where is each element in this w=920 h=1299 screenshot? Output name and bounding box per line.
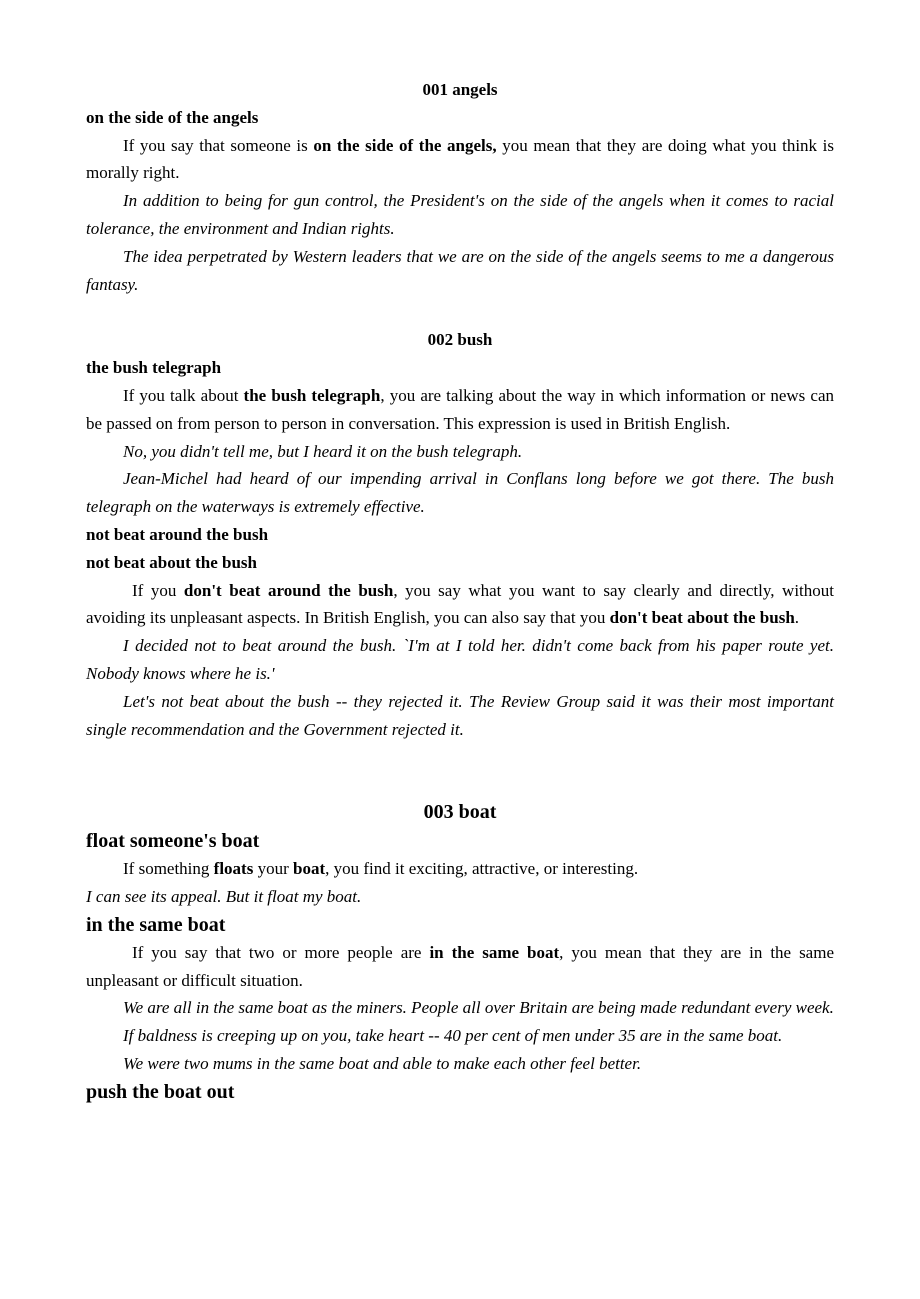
definition: [86, 577, 834, 633]
example-sentence: We were two mums in the same boat and able to make each other feel better.: [123, 1053, 642, 1073]
example-sentence: We are all in the same boat as the miners. People all over Britain are being made redundant every week.: [123, 998, 834, 1018]
section-title-boat: 003 boat: [423, 801, 497, 824]
example-sentence: Jean-Michel had heard of our impending arrival in Conflans long before we got there. The bush telegraph on the waterways is extremely effective.: [86, 469, 834, 517]
definition-term: the bush telegraph: [243, 385, 381, 405]
definition-term: boat: [293, 859, 326, 879]
headword: in the same boat: [86, 913, 226, 936]
example-sentence: Let's not beat about the bush -- they rejected it. The Review Group said it was their most important single recommendation and the Government rejected it.: [86, 691, 834, 739]
definition-text: , you mean that they are in the same unpleasant or difficult situation.: [86, 942, 835, 990]
definition-text: .: [794, 608, 800, 628]
definition-term: floats: [213, 859, 254, 879]
example-sentence: The idea perpetrated by Western leaders that we are on the side of the angels seems to me a dangerous fantasy.: [86, 246, 834, 294]
definition-text: If you say that two or more people are: [132, 942, 430, 962]
definition-term: don't beat around the bush: [183, 580, 394, 600]
definition-text: , you find it exciting, attractive, or interesting.: [325, 859, 639, 879]
headword: float someone's boat: [86, 830, 260, 853]
headword: the bush telegraph: [86, 358, 222, 378]
definition-term: on the side of the angels,: [313, 135, 497, 155]
section-title-angels: 001 angels: [422, 80, 498, 99]
definition-term: don't beat about the bush: [609, 608, 795, 628]
spacer: [86, 743, 834, 799]
headword-variant: not beat about the bush: [86, 552, 257, 572]
spacer: [86, 298, 834, 326]
definition: [86, 939, 834, 995]
example-sentence: I can see its appeal. But it float my boat.: [86, 886, 362, 906]
example-sentence: In addition to being for gun control, the President's on the side of the angels when it comes to racial tolerance, the environment and Indian rights.: [86, 191, 834, 238]
definition-text: If you talk about: [123, 385, 244, 405]
headword: not beat around the bush: [86, 524, 269, 544]
definition-text: , you say what you want to say clearly and directly, without avoiding its unpleasant aspects. In British English, you can also say that you: [86, 580, 834, 628]
definition-term: in the same boat: [429, 942, 560, 962]
definition: [86, 855, 834, 883]
document-content: [86, 76, 834, 1106]
definition-text: your: [253, 859, 293, 879]
example-sentence: I decided not to beat around the bush. `I'm at I told her. didn't come back from his paper route yet. Nobody knows where he is.': [86, 636, 834, 683]
definition: [86, 132, 834, 188]
example-sentence: No, you didn't tell me, but I heard it on the bush telegraph.: [123, 441, 523, 461]
example-sentence: If baldness is creeping up on you, take heart -- 40 per cent of men under 35 are in the same boat.: [123, 1026, 783, 1046]
headword: push the boat out: [86, 1080, 235, 1103]
definition-text: you mean that they are doing what you think is morally right.: [86, 135, 834, 183]
headword: on the side of the angels: [86, 107, 259, 127]
definition: [86, 382, 834, 438]
definition-text: If you: [132, 580, 184, 600]
section-title-bush: 002 bush: [427, 330, 493, 350]
definition-text: , you are talking about the way in which information or news can be passed on from person to person in conversation. This expression is used in British English.: [86, 385, 834, 433]
definition-text: If you say that someone is: [123, 135, 314, 155]
definition-text: If something: [123, 859, 214, 879]
